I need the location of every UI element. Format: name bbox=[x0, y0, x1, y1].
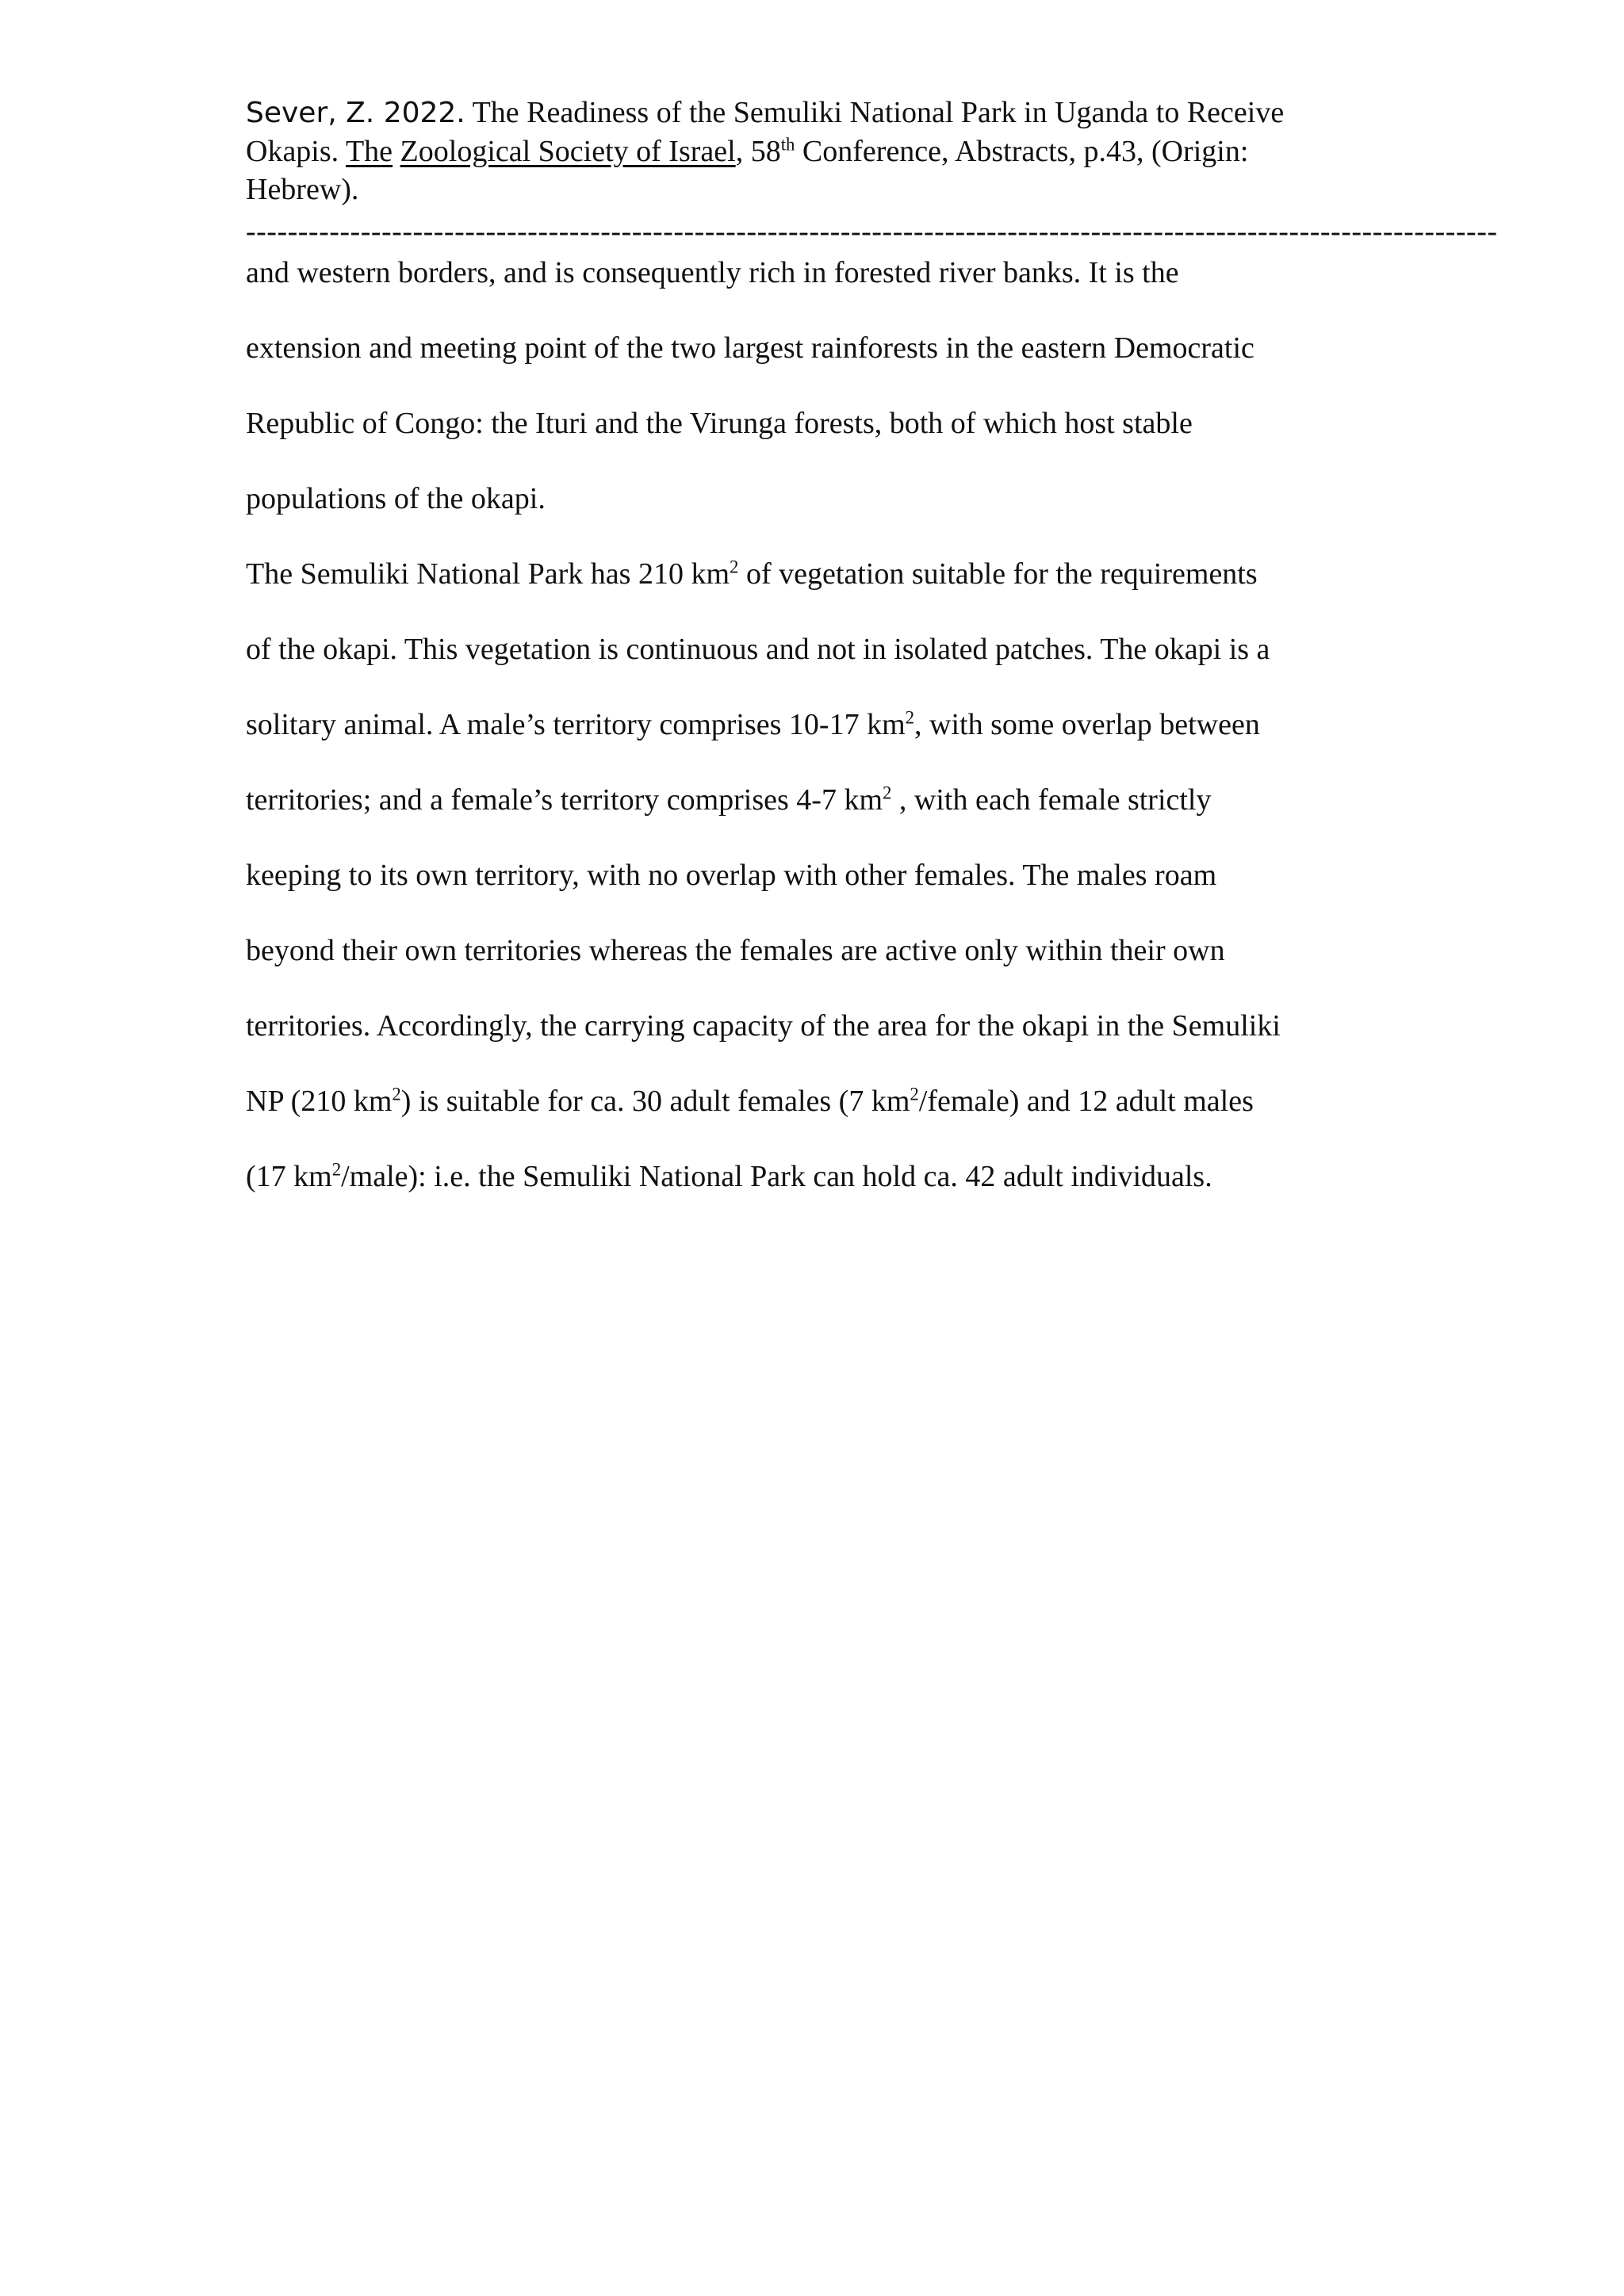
body-line-7 bbox=[246, 706, 1260, 744]
superscript-2: 2 bbox=[331, 1159, 342, 1180]
body-line-12-b: ) is suitable for ca. 30 adult females (7 km bbox=[400, 1085, 910, 1118]
body-line-3: Republic of Congo: the Ituri and the Virunga forests, both of which host stable bbox=[246, 407, 1193, 440]
citation-conf-sup: th bbox=[780, 134, 795, 155]
citation-conf-num: , 58 bbox=[735, 135, 781, 168]
body-line-5-a: The Semuliki National Park has 210 km bbox=[246, 557, 730, 591]
body-line-7-a: solitary animal. A male’s territory comprises 10-17 km bbox=[246, 708, 906, 741]
citation-title-end: Okapis. bbox=[246, 135, 346, 168]
body-line-5-b: of vegetation suitable for the requirements bbox=[738, 557, 1258, 591]
citation-author: Sever, Z. 2022. bbox=[246, 97, 465, 129]
body-line-12-a: NP (210 km bbox=[246, 1085, 393, 1118]
citation-line-3 bbox=[246, 170, 1388, 209]
body-line-13-a: (17 km bbox=[246, 1160, 332, 1193]
body-line-8-b: , with each female strictly bbox=[891, 783, 1212, 817]
citation-society: Zoological Society of Israel bbox=[400, 135, 736, 168]
body-line-8-a: territories; and a female’s territory comprises 4-7 km bbox=[246, 783, 883, 817]
body-line-5 bbox=[246, 555, 1258, 593]
body-line-1: and western borders, and is consequently rich in forested river banks. It is the bbox=[246, 256, 1179, 289]
citation-space bbox=[393, 135, 400, 168]
citation-title: The Readiness of the Semuliki National Park in Uganda to Receive bbox=[465, 96, 1285, 129]
superscript-2: 2 bbox=[730, 557, 739, 577]
dashed-divider: ------------------------------------------------------------------------------------------------------------------------ bbox=[246, 215, 1498, 248]
body-line-7-b: , with some overlap between bbox=[914, 708, 1260, 741]
citation-origin: Hebrew). bbox=[246, 173, 359, 206]
body-line-6: of the okapi. This vegetation is continuous and not in isolated patches. The okapi is a bbox=[246, 633, 1270, 666]
body-line-10: beyond their own territories whereas the females are active only within their own bbox=[246, 934, 1225, 967]
body-line-4: populations of the okapi. bbox=[246, 482, 546, 515]
citation-conf-rest: Conference, Abstracts, p.43, (Origin: bbox=[795, 135, 1249, 168]
body-line-11: territories. Accordingly, the carrying capacity of the area for the okapi in the Semuliki bbox=[246, 1009, 1281, 1043]
citation-line-1 bbox=[246, 94, 1388, 132]
superscript-2: 2 bbox=[392, 1084, 401, 1104]
body-line-13-b: /male): i.e. the Semuliki National Park can hold ca. 42 adult individuals. bbox=[341, 1160, 1212, 1193]
citation-the: The bbox=[345, 135, 393, 168]
superscript-2: 2 bbox=[910, 1084, 919, 1104]
citation-header bbox=[246, 94, 1388, 209]
citation-line-2 bbox=[246, 132, 1388, 170]
superscript-2: 2 bbox=[905, 707, 915, 728]
superscript-2: 2 bbox=[883, 783, 892, 803]
body-line-12 bbox=[246, 1082, 1254, 1120]
body-line-13 bbox=[246, 1158, 1212, 1196]
body-line-2: extension and meeting point of the two largest rainforests in the eastern Democratic bbox=[246, 331, 1254, 365]
body-line-8 bbox=[246, 781, 1212, 819]
body-line-9: keeping to its own territory, with no overlap with other females. The males roam bbox=[246, 859, 1217, 892]
body-line-12-c: /female) and 12 adult males bbox=[918, 1085, 1254, 1118]
